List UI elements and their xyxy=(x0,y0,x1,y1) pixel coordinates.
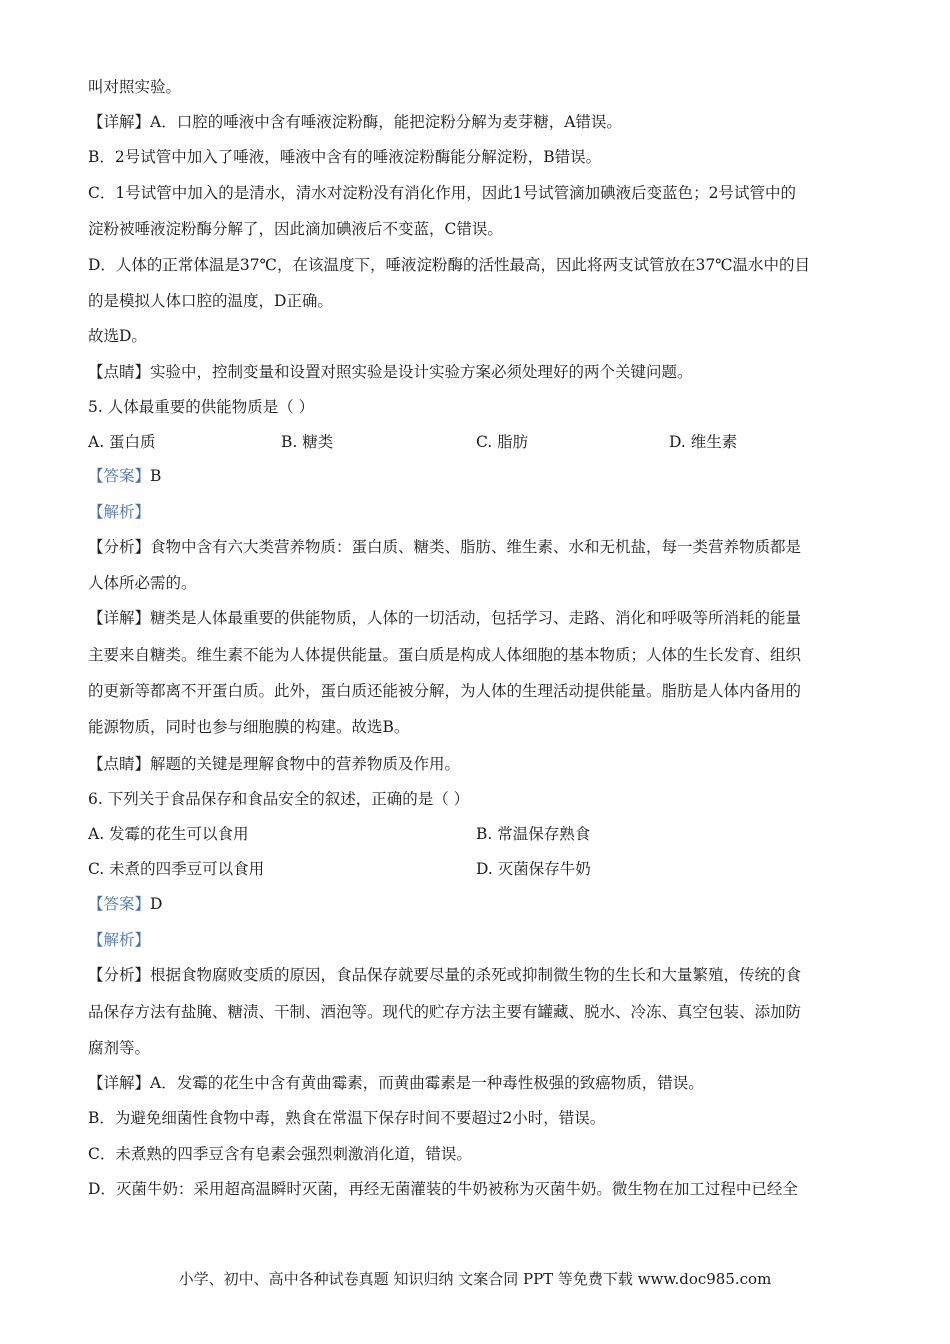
question-6-stem: 6. 下列关于食品保存和食品安全的叙述，正确的是（ ） xyxy=(88,790,470,808)
text-line: 叫对照实验。 xyxy=(88,78,182,96)
text-line: 故选D。 xyxy=(88,327,147,345)
text-line: B．为避免细菌性食物中毒，熟食在常温下保存时间不要超过2小时，错误。 xyxy=(88,1109,606,1127)
text-line: C．未煮熟的四季豆含有皂素会强烈刺激消化道，错误。 xyxy=(88,1145,472,1163)
q6-option-d: D. 灭菌保存牛奶 xyxy=(476,860,591,878)
text-line: 【详解】A．口腔的唾液中含有唾液淀粉酶，能把淀粉分解为麦芽糖，A错误。 xyxy=(88,113,622,131)
text-line: 腐剂等。 xyxy=(88,1039,151,1057)
question-5-stem: 5. 人体最重要的供能物质是（ ） xyxy=(88,398,315,416)
text-line: 淀粉被唾液淀粉酶分解了，因此滴加碘液后不变蓝，C错误。 xyxy=(88,220,503,238)
q5-analysis-tag: 【解析】 xyxy=(88,503,151,521)
answer-value: B xyxy=(150,467,162,485)
q6-answer xyxy=(88,893,868,915)
text-line: 【点睛】实验中，控制变量和设置对照实验是设计实验方案必须处理好的两个关键问题。 xyxy=(88,363,693,381)
q5-option-a: A. 蛋白质 xyxy=(88,433,156,451)
text-line: B．2号试管中加入了唾液，唾液中含有的唾液淀粉酶能分解淀粉，B错误。 xyxy=(88,148,602,166)
text-line: 主要来自糖类。维生素不能为人体提供能量。蛋白质是构成人体细胞的基本物质；人体的生长发育、组织 xyxy=(88,646,802,664)
answer-tag: 【答案】 xyxy=(88,895,151,913)
text-line: 人体所必需的。 xyxy=(88,574,197,592)
q6-option-a: A. 发霉的花生可以食用 xyxy=(88,825,249,843)
q5-option-c: C. 脂肪 xyxy=(476,433,529,451)
page-footer: 小学、初中、高中各种试卷真题 知识归纳 文案合同 PPT 等免费下载 www.doc985.com xyxy=(178,1270,772,1288)
q5-answer xyxy=(88,465,868,487)
answer-tag: 【答案】 xyxy=(88,467,151,485)
text-line: C．1号试管中加入的是清水，清水对淀粉没有消化作用，因此1号试管滴加碘液后变蓝色；2号试管中的 xyxy=(88,184,796,202)
text-line: D．灭菌牛奶：采用超高温瞬时灭菌，再经无菌灌装的牛奶被称为灭菌牛奶。微生物在加工过程中已经全 xyxy=(88,1180,798,1198)
text-line: 的是模拟人体口腔的温度，D正确。 xyxy=(88,292,333,310)
q6-option-b: B. 常温保存熟食 xyxy=(476,825,591,843)
q6-option-c: C. 未煮的四季豆可以食用 xyxy=(88,860,265,878)
answer-value: D xyxy=(150,895,163,913)
text-line: D．人体的正常体温是37℃，在该温度下，唾液淀粉酶的活性最高，因此将两支试管放在37℃温水中的目 xyxy=(88,256,811,274)
q5-option-b: B. 糖类 xyxy=(281,433,334,451)
text-line: 能源物质，同时也参与细胞膜的构建。故选B。 xyxy=(88,718,410,736)
q6-analysis-tag: 【解析】 xyxy=(88,931,151,949)
text-line: 品保存方法有盐腌、糖渍、干制、酒泡等。现代的贮存方法主要有罐藏、脱水、冷冻、真空包装、添加防 xyxy=(88,1003,802,1021)
text-line: 【详解】A．发霉的花生中含有黄曲霉素，而黄曲霉素是一种毒性极强的致癌物质，错误。 xyxy=(88,1074,704,1092)
text-line: 【点睛】解题的关键是理解食物中的营养物质及作用。 xyxy=(88,755,461,773)
text-line: 【分析】食物中含有六大类营养物质：蛋白质、糖类、脂肪、维生素、水和无机盐，每一类营养物质都是 xyxy=(88,538,802,556)
q5-option-d: D. 维生素 xyxy=(669,433,738,451)
text-line: 的更新等都离不开蛋白质。此外，蛋白质还能被分解，为人体的生理活动提供能量。脂肪是人体内备用的 xyxy=(88,682,802,700)
text-line: 【分析】根据食物腐败变质的原因，食品保存就要尽量的杀死或抑制微生物的生长和大量繁殖，传统的食 xyxy=(88,966,802,984)
text-line: 【详解】糖类是人体最重要的供能物质，人体的一切活动，包括学习、走路、消化和呼吸等所消耗的能量 xyxy=(88,609,802,627)
